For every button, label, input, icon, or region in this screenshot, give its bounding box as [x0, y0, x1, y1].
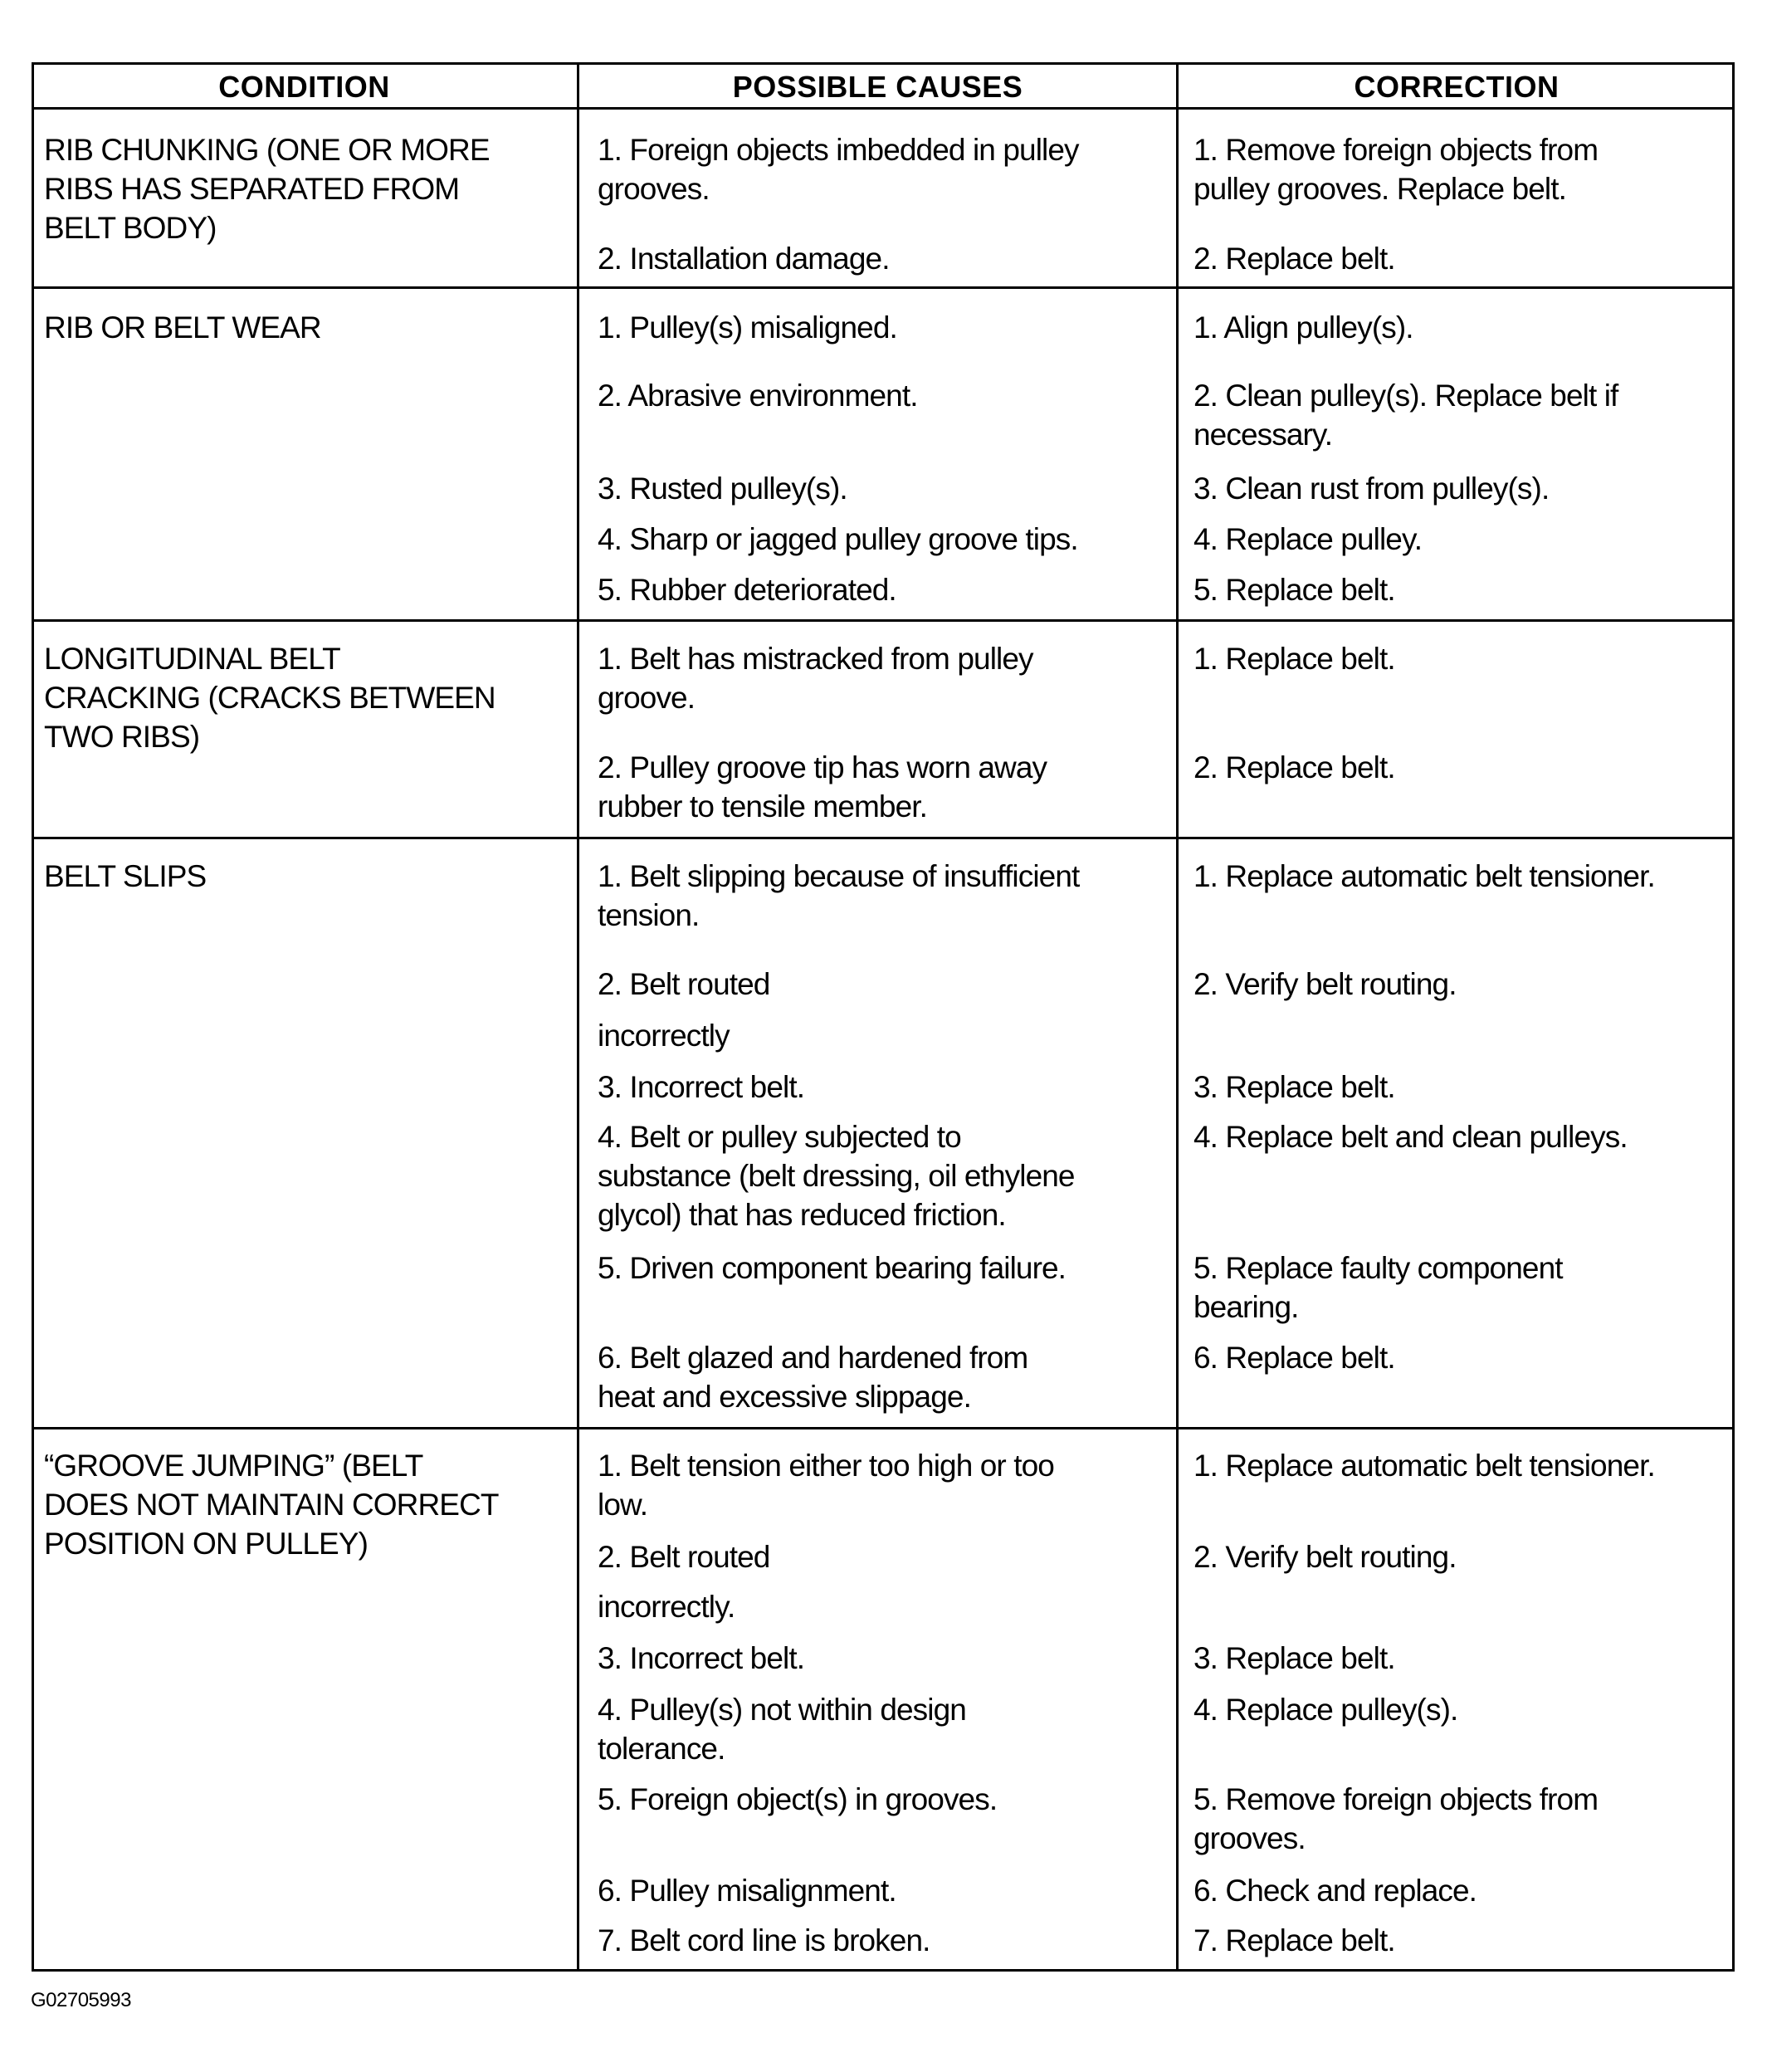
correction-item: 6. Check and replace.	[1193, 1874, 1477, 1908]
cause-item: 5. Rubber deteriorated.	[598, 573, 896, 607]
cause-line: 4. Pulley(s) not within design	[598, 1693, 966, 1727]
condition-line: DOES NOT MAINTAIN CORRECT	[44, 1488, 499, 1522]
correction-item	[1193, 1780, 1598, 1858]
cause-line: groove.	[598, 681, 696, 715]
correction-item: 1. Replace automatic belt tensioner.	[1193, 1449, 1655, 1483]
cause-line: 1. Belt slipping because of insufficient	[598, 859, 1080, 893]
cause-line: tension.	[598, 898, 700, 932]
row-divider	[32, 1427, 1735, 1429]
correction-line: necessary.	[1193, 418, 1333, 452]
condition-cell	[44, 1446, 567, 1563]
correction-item: 1. Align pulley(s).	[1193, 310, 1413, 345]
correction-item: 7. Replace belt.	[1193, 1923, 1395, 1957]
condition-line: TWO RIBS)	[44, 720, 200, 754]
correction-item: 6. Replace belt.	[1193, 1341, 1395, 1375]
cause-line: 4. Belt or pulley subjected to	[598, 1120, 961, 1154]
cause-item: 1. Pulley(s) misaligned.	[598, 310, 897, 345]
correction-item: 4. Replace belt and clean pulleys.	[1193, 1120, 1628, 1154]
condition-line: RIBS HAS SEPARATED FROM	[44, 172, 460, 206]
cause-line: glycol) that has reduced friction.	[598, 1198, 1006, 1232]
correction-item	[1193, 130, 1598, 208]
condition-cell: BELT SLIPS	[44, 859, 207, 893]
cause-item: 3. Incorrect belt.	[598, 1070, 805, 1104]
column-divider	[577, 62, 579, 1972]
correction-item: 3. Replace belt.	[1193, 1641, 1395, 1675]
condition-line: RIB CHUNKING (ONE OR MORE	[44, 133, 490, 167]
cause-item: 2. Abrasive environment.	[598, 379, 918, 413]
correction-line: 1. Remove foreign objects from	[1193, 133, 1599, 167]
correction-item	[1193, 1249, 1563, 1327]
cause-line: 6. Belt glazed and hardened from	[598, 1341, 1028, 1375]
row-divider	[32, 837, 1735, 839]
cause-item	[598, 1117, 1075, 1234]
correction-item: 1. Replace belt.	[1193, 642, 1395, 676]
column-divider	[1176, 62, 1179, 1972]
correction-line: 2. Clean pulley(s). Replace belt if	[1193, 379, 1618, 413]
row-divider	[32, 286, 1735, 289]
condition-line: BELT BODY)	[44, 211, 217, 245]
row-divider	[32, 619, 1735, 622]
correction-item: 2. Verify belt routing.	[1193, 1540, 1457, 1574]
correction-item: 3. Replace belt.	[1193, 1070, 1395, 1104]
condition-line: POSITION ON PULLEY)	[44, 1527, 368, 1561]
cause-item	[598, 1338, 1027, 1416]
header-correction: CORRECTION	[1354, 70, 1560, 104]
cause-item	[598, 748, 1047, 826]
cause-line: low.	[598, 1488, 648, 1522]
condition-cell	[44, 130, 567, 247]
cause-line: tolerance.	[598, 1732, 725, 1766]
cause-item	[598, 1690, 966, 1768]
correction-item: 2. Verify belt routing.	[1193, 967, 1457, 1001]
cause-line: 1. Foreign objects imbedded in pulley	[598, 133, 1079, 167]
cause-item	[598, 1446, 1054, 1524]
cause-item: 2. Belt routed	[598, 1540, 770, 1574]
cause-item	[598, 857, 1079, 935]
cause-item: 6. Pulley misalignment.	[598, 1874, 896, 1908]
cause-line: rubber to tensile member.	[598, 789, 928, 823]
cause-line: 1. Belt has mistracked from pulley	[598, 642, 1033, 676]
correction-item: 4. Replace pulley.	[1193, 522, 1423, 556]
cause-item: 2. Installation damage.	[598, 242, 890, 276]
cause-item: 2. Belt routed	[598, 967, 770, 1001]
cause-line: substance (belt dressing, oil ethylene	[598, 1159, 1075, 1193]
correction-line: 5. Remove foreign objects from	[1193, 1782, 1599, 1816]
cause-line: heat and excessive slippage.	[598, 1380, 971, 1414]
correction-item: 2. Replace belt.	[1193, 242, 1395, 276]
cause-item	[598, 639, 1033, 717]
cause-item: incorrectly.	[598, 1590, 735, 1624]
cause-line: 1. Belt tension either too high or too	[598, 1449, 1054, 1483]
cause-item: incorrectly	[598, 1019, 730, 1053]
cause-item: 3. Incorrect belt.	[598, 1641, 805, 1675]
correction-line: pulley grooves. Replace belt.	[1193, 172, 1567, 206]
cause-item: 7. Belt cord line is broken.	[598, 1923, 930, 1957]
troubleshooting-table	[32, 62, 1735, 1972]
condition-cell	[44, 639, 567, 756]
condition-line: LONGITUDINAL BELT	[44, 642, 340, 676]
cause-item: 5. Driven component bearing failure.	[598, 1251, 1067, 1285]
correction-item: 2. Replace belt.	[1193, 750, 1395, 784]
correction-item: 5. Replace belt.	[1193, 573, 1395, 607]
cause-item: 3. Rusted pulley(s).	[598, 472, 847, 506]
correction-line: bearing.	[1193, 1290, 1299, 1324]
cause-item: 4. Sharp or jagged pulley groove tips.	[598, 522, 1078, 556]
condition-line: CRACKING (CRACKS BETWEEN	[44, 681, 495, 715]
correction-line: grooves.	[1193, 1821, 1306, 1855]
cause-item	[598, 130, 1079, 208]
cause-line: 2. Pulley groove tip has worn away	[598, 750, 1047, 784]
correction-line: 5. Replace faulty component	[1193, 1251, 1563, 1285]
header-condition: CONDITION	[218, 70, 390, 104]
cause-line: grooves.	[598, 172, 710, 206]
figure-id: G02705993	[31, 1989, 131, 2011]
correction-item: 4. Replace pulley(s).	[1193, 1693, 1458, 1727]
correction-item: 1. Replace automatic belt tensioner.	[1193, 859, 1655, 893]
header-possible-causes: POSSIBLE CAUSES	[732, 70, 1023, 104]
cause-item: 5. Foreign object(s) in grooves.	[598, 1782, 998, 1816]
condition-cell: RIB OR BELT WEAR	[44, 310, 321, 345]
correction-item: 3. Clean rust from pulley(s).	[1193, 472, 1550, 506]
correction-item	[1193, 376, 1618, 454]
condition-line: “GROOVE JUMPING” (BELT	[44, 1449, 423, 1483]
